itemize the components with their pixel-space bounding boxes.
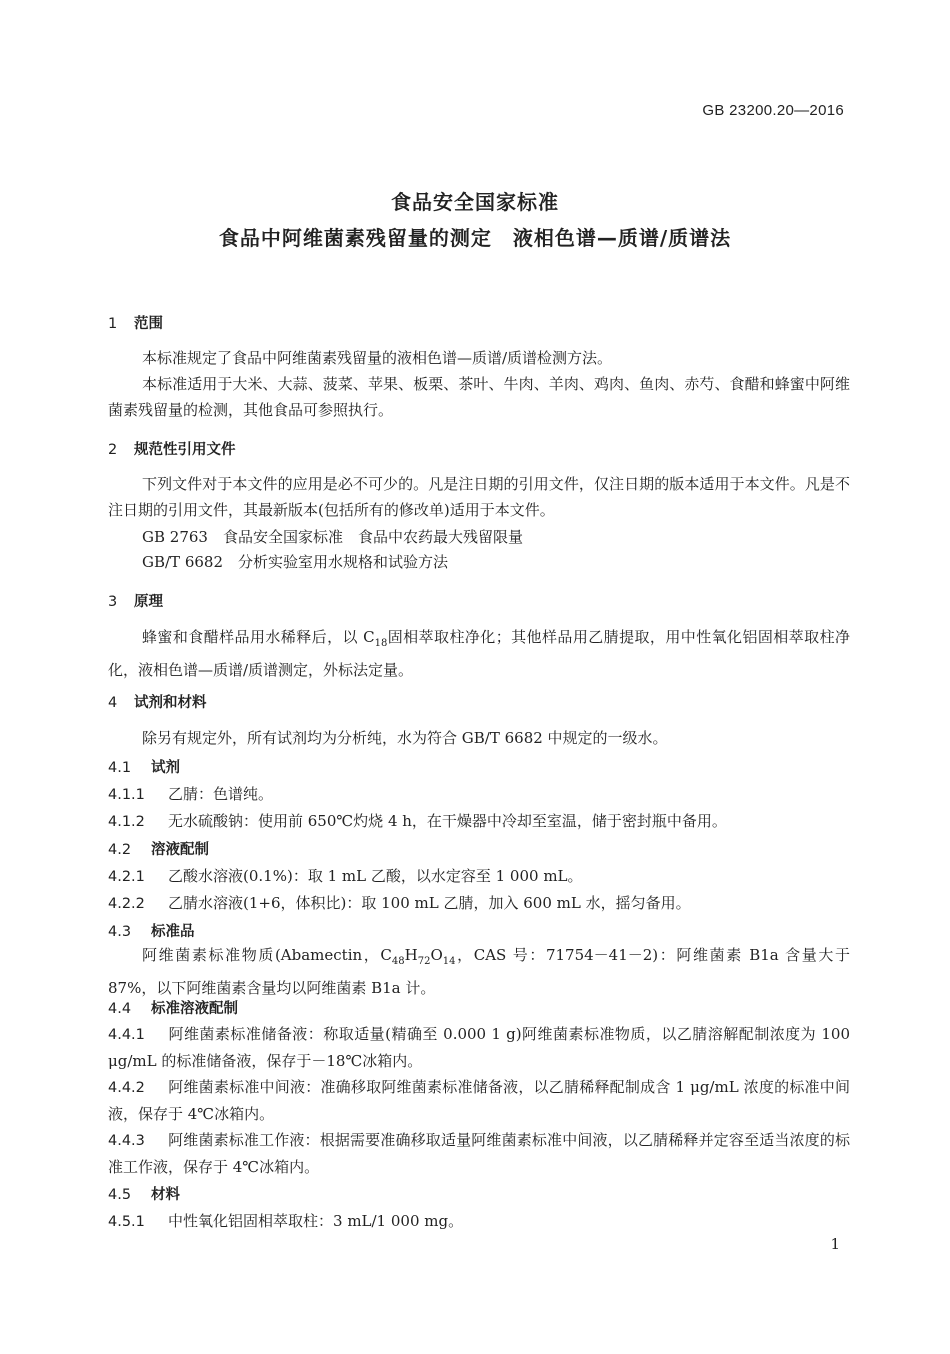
section-number: 4 — [108, 695, 118, 711]
section-4-heading — [108, 691, 207, 712]
item-text: 乙腈水溶液(1+6，体积比)：取 100 mL 乙腈，加入 600 mL 水，摇匀备用。 — [168, 894, 691, 912]
subsection-title: 溶液配制 — [151, 842, 209, 858]
subsection-title: 标准品 — [151, 924, 195, 940]
item-4-2-2 — [108, 892, 691, 913]
subsection-4-4-heading — [108, 997, 238, 1018]
subsection-title: 材料 — [151, 1187, 180, 1203]
item-text: 阿维菌素标准工作液：根据需要准确移取适量阿维菌素标准中间液，以乙腈稀释并定容至适当浓度的标准工作液，保存于 4℃冰箱内。 — [108, 1131, 850, 1176]
section-3-heading — [108, 590, 163, 611]
item-number: 4.5.1 — [108, 1214, 145, 1230]
formula-text-a: 阿维菌素标准物质(Abamectin，C — [142, 946, 392, 964]
title-line-2: 食品中阿维菌素残留量的测定 液相色谱—质谱/质谱法 — [218, 226, 732, 250]
item-number: 4.1.2 — [108, 814, 145, 830]
item-number: 4.4.2 — [108, 1080, 145, 1096]
reagents-paragraph: 除另有规定外，所有试剂均为分析纯，水为符合 GB/T 6682 中规定的一级水。 — [142, 729, 668, 747]
item-4-1-1 — [108, 783, 273, 804]
page-number: 1 — [830, 1235, 840, 1253]
section-number: 2 — [108, 442, 118, 458]
subsection-number: 4.3 — [108, 924, 132, 940]
item-text: 阿维菌素标准中间液：准确移取阿维菌素标准储备液，以乙腈稀释配制成含 1 μg/mL 浓度的标准中间液，保存于 4℃冰箱内。 — [108, 1078, 850, 1123]
section-2-heading — [108, 438, 236, 459]
item-number: 4.2.1 — [108, 869, 145, 885]
subsection-4-1-heading — [108, 756, 180, 777]
item-number: 4.4.1 — [108, 1027, 145, 1043]
section-title: 试剂和材料 — [134, 695, 207, 711]
subsection-4-5-heading — [108, 1183, 180, 1204]
subsection-number: 4.4 — [108, 1001, 132, 1017]
item-number: 4.1.1 — [108, 787, 145, 803]
subsection-title: 标准溶液配制 — [151, 1001, 238, 1017]
principle-text-a: 蜂蜜和食醋样品用水稀释后，以 C — [142, 628, 375, 646]
reference-gb2763: GB 2763 食品安全国家标准 食品中农药最大残留限量 — [142, 528, 523, 546]
principle-paragraph — [108, 624, 850, 683]
item-text: 阿维菌素标准储备液：称取适量(精确至 0.000 1 g)阿维菌素标准物质，以乙腈溶解配制浓度为 100 μg/mL 的标准储备液，保存于－18℃冰箱内。 — [108, 1025, 850, 1070]
item-4-4-1 — [108, 1021, 850, 1074]
item-text: 中性氧化铝固相萃取柱：3 mL/1 000 mg。 — [168, 1212, 464, 1230]
formula-text-b: H — [404, 946, 418, 964]
item-4-4-2 — [108, 1074, 850, 1127]
section-title: 原理 — [134, 594, 163, 610]
section-title: 范围 — [134, 316, 163, 332]
formula-text-d: ，CAS 号：71754－41－2)：阿维菌素 B1a 含量大于 87%，以下阿维菌素含量均以阿维菌素 B1a 计。 — [108, 946, 850, 997]
item-4-1-2 — [108, 810, 727, 831]
subsection-title: 试剂 — [151, 760, 180, 776]
scope-paragraph-1: 本标准规定了食品中阿维菌素残留量的液相色谱—质谱/质谱检测方法。 — [142, 349, 613, 367]
section-number: 1 — [108, 316, 118, 332]
references-paragraph: 下列文件对于本文件的应用是必不可少的。凡是注日期的引用文件，仅注日期的版本适用于本文件。凡是不注日期的引用文件，其最新版本(包括所有的修改单)适用于本文件。 — [108, 475, 850, 519]
item-4-4-3 — [108, 1127, 850, 1180]
section-1-heading — [108, 312, 163, 333]
standard-number: GB 23200.20—2016 — [702, 102, 844, 119]
subsection-4-3-heading — [108, 920, 195, 941]
item-4-5-1 — [108, 1210, 463, 1231]
subscript: 48 — [391, 956, 405, 967]
subscript: 72 — [417, 956, 431, 967]
subsection-number: 4.1 — [108, 760, 132, 776]
item-number: 4.2.2 — [108, 896, 145, 912]
subsection-4-2-heading — [108, 838, 209, 859]
subscript: 18 — [374, 638, 388, 649]
subscript: 14 — [442, 956, 456, 967]
section-number: 3 — [108, 594, 118, 610]
item-text: 无水硫酸钠：使用前 650℃灼烧 4 h，在干燥器中冷却至室温，储于密封瓶中备用。 — [168, 812, 727, 830]
scope-paragraph-2: 本标准适用于大米、大蒜、菠菜、苹果、板栗、茶叶、牛肉、羊肉、鸡肉、鱼肉、赤芍、食醋和蜂蜜中阿维菌素残留量的检测，其他食品可参照执行。 — [108, 375, 850, 419]
principle-text-b: 固相萃取柱净化；其他样品用乙腈提取，用中性氧化铝固相萃取柱净化，液相色谱—质谱/质谱测定，外标法定量。 — [108, 628, 850, 679]
formula-text-c: O — [430, 946, 443, 964]
reference-material-paragraph — [108, 942, 850, 1001]
subsection-number: 4.5 — [108, 1187, 132, 1203]
item-text: 乙酸水溶液(0.1%)：取 1 mL 乙酸，以水定容至 1 000 mL。 — [168, 867, 583, 885]
item-number: 4.4.3 — [108, 1133, 145, 1149]
item-text: 乙腈：色谱纯。 — [168, 785, 274, 803]
subsection-number: 4.2 — [108, 842, 132, 858]
title-line-1: 食品安全国家标准 — [391, 190, 559, 214]
item-4-2-1 — [108, 865, 583, 886]
section-title: 规范性引用文件 — [134, 442, 236, 458]
reference-gbt6682: GB/T 6682 分析实验室用水规格和试验方法 — [142, 553, 449, 571]
